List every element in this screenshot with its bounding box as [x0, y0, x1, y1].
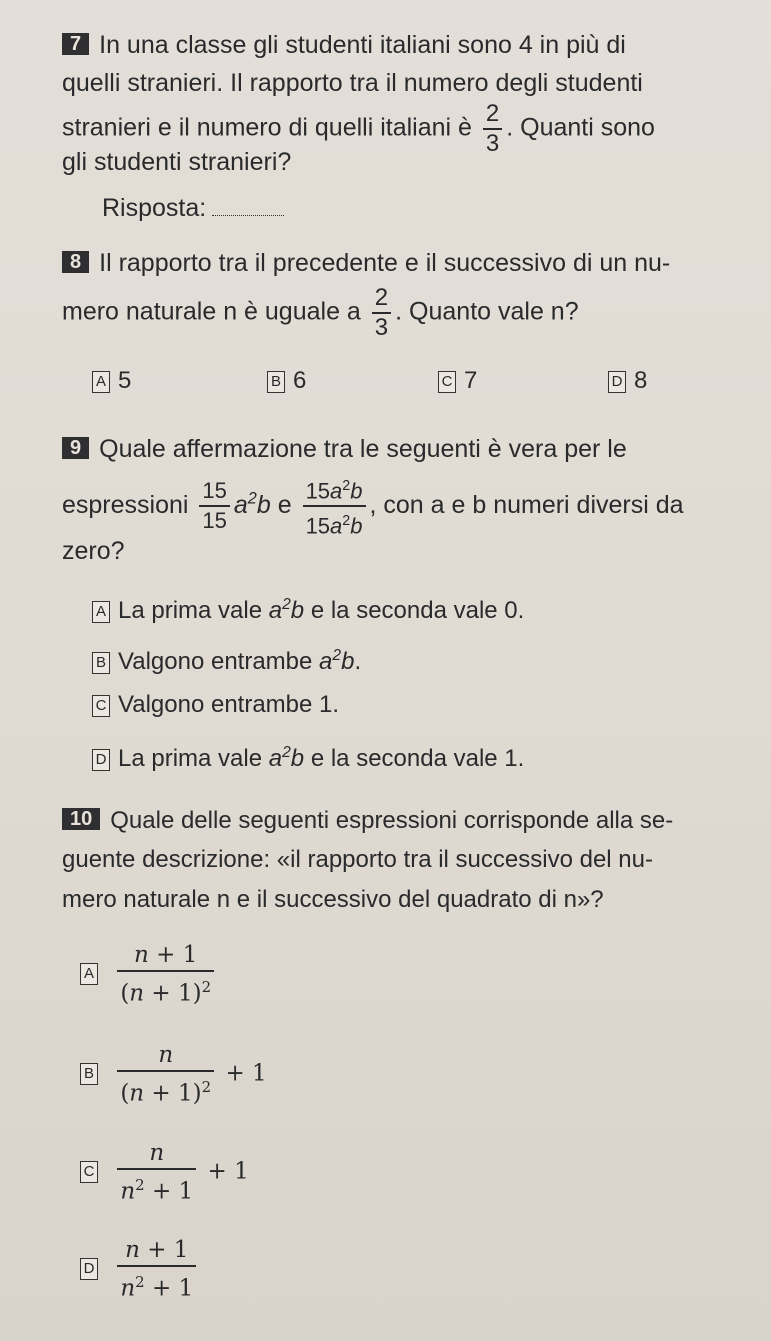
fraction-n-plus-1-over-n-plus-1-squared [117, 940, 214, 1009]
math-a2b: $a^2b$ [268, 744, 305, 772]
fraction-denominator: 3 [485, 130, 500, 157]
q9-text-2a: espressioni [62, 490, 189, 519]
fraction-n-over-n-squared-plus-1 [117, 1138, 196, 1207]
q9-option-b[interactable] [92, 641, 361, 677]
answer-label: Risposta: [102, 194, 207, 222]
q9-option-d[interactable] [92, 738, 524, 774]
option-text-post: e la seconda vale 0. [310, 597, 525, 624]
q9-text-2c: , con a e b numeri diversi da [369, 490, 684, 519]
q9-line-1 [62, 434, 627, 464]
option-tail: + 1 [207, 1158, 249, 1185]
fraction-numerator: 15 [199, 477, 229, 507]
option-letter-box: D [80, 1258, 98, 1280]
option-text-post: . [354, 648, 362, 675]
q10-line-3: mero naturale n e il successivo del quadrato di n»? [62, 886, 604, 913]
q9-text-2b: e [277, 490, 292, 519]
question-number-badge: 8 [62, 251, 89, 273]
option-text: Valgono entrambe 1. [118, 691, 340, 718]
answer-blank[interactable] [212, 215, 284, 216]
question-number-badge: 9 [62, 437, 89, 459]
fraction-denominator: $n^2 + 1$ [120, 1273, 194, 1302]
q8-text-2b: . Quanto vale n? [395, 297, 579, 326]
fraction-numerator: n + 1 [117, 1235, 196, 1267]
option-letter-box: C [80, 1161, 98, 1183]
question-number-badge: 7 [62, 33, 89, 55]
option-text: 7 [464, 367, 478, 394]
q8-line-2 [62, 284, 579, 342]
q9-text-1: Quale affermazione tra le seguenti è vera per le [99, 435, 627, 463]
fraction-numerator: n [117, 1138, 196, 1170]
q8-option-c[interactable] [438, 366, 477, 396]
fraction-denominator: 3 [374, 314, 389, 341]
fraction-2-3 [372, 284, 391, 342]
fraction-15a2b-over-15a2b [303, 472, 366, 541]
math-a2b: $a^2b$ [319, 647, 355, 675]
q8-option-a[interactable] [92, 366, 131, 396]
option-letter-box: D [608, 371, 626, 393]
fraction-denominator: $(n + 1)^2$ [120, 978, 212, 1007]
q8-option-b[interactable] [267, 366, 306, 396]
option-letter-box: D [92, 749, 110, 771]
q7-line-2: quelli stranieri. Il rapporto tra il numero degli studenti [62, 69, 643, 97]
q10-text-1: Quale delle seguenti espressioni corrisponde alla se- [110, 807, 674, 834]
option-tail: + 1 [225, 1060, 267, 1087]
q7-line-1 [62, 30, 626, 60]
option-letter-box: C [438, 371, 456, 393]
q8-text-2a: mero naturale n è uguale a [62, 297, 361, 326]
q10-option-c[interactable] [80, 1138, 249, 1207]
fraction-numerator: 2 [372, 284, 391, 314]
fraction-denominator: 15 [202, 508, 227, 534]
q7-text-1: In una classe gli studenti italiani sono 4 in più di [99, 31, 626, 59]
q9-option-a[interactable] [92, 590, 524, 626]
option-text-post: e la seconda vale 1. [310, 745, 525, 772]
q7-text-3a: stranieri e il numero di quelli italiani è [62, 113, 472, 142]
option-letter-box: C [92, 695, 110, 717]
option-text: 6 [293, 367, 307, 394]
fraction-numerator: n + 1 [117, 940, 214, 972]
option-text-pre: La prima vale [118, 745, 263, 772]
fraction-denominator: $n^2 + 1$ [120, 1176, 194, 1205]
fraction-15-over-15 [199, 477, 229, 535]
option-letter-box: A [80, 963, 98, 985]
option-letter-box: A [92, 601, 110, 623]
option-letter-box: B [80, 1063, 98, 1085]
answer-line [102, 193, 284, 223]
fraction-numerator: n [117, 1040, 214, 1072]
fraction-denominator: $15a^2b$ [305, 513, 363, 539]
fraction-numerator: $15a^2b$ [303, 472, 366, 507]
q9-line-3: zero? [62, 537, 125, 565]
option-text-pre: La prima vale [118, 597, 263, 624]
option-letter-box: B [92, 652, 110, 674]
fraction-n-over-n-plus-1-squared [117, 1040, 214, 1109]
fraction-2-3 [483, 100, 502, 158]
fraction-numerator: 2 [483, 100, 502, 130]
question-number-badge: 10 [62, 808, 100, 830]
q9-line-2 [62, 472, 684, 541]
fraction-n-plus-1-over-n-squared-plus-1 [117, 1235, 196, 1304]
q8-text-1: Il rapporto tra il precedente e il successivo di un nu- [99, 249, 671, 277]
q10-option-a[interactable] [80, 940, 218, 1009]
q10-option-b[interactable] [80, 1040, 267, 1109]
q9-option-c[interactable] [92, 690, 339, 720]
option-text: 8 [634, 367, 648, 394]
q8-line-1 [62, 248, 670, 278]
option-text-pre: Valgono entrambe [118, 648, 313, 675]
q7-text-3b: . Quanti sono [506, 113, 655, 142]
option-letter-box: A [92, 371, 110, 393]
option-text: 5 [118, 367, 132, 394]
math-a2b: $a^2b$ [233, 489, 271, 519]
math-a2b: $a^2b$ [268, 596, 305, 624]
q10-line-2: guente descrizione: «il rapporto tra il successivo del nu- [62, 846, 653, 873]
fraction-denominator: $(n + 1)^2$ [120, 1078, 212, 1107]
q8-option-d[interactable] [608, 366, 647, 396]
option-letter-box: B [267, 371, 285, 393]
q10-option-d[interactable] [80, 1235, 200, 1304]
q10-line-1 [62, 806, 673, 836]
q7-line-4: gli studenti stranieri? [62, 148, 292, 176]
